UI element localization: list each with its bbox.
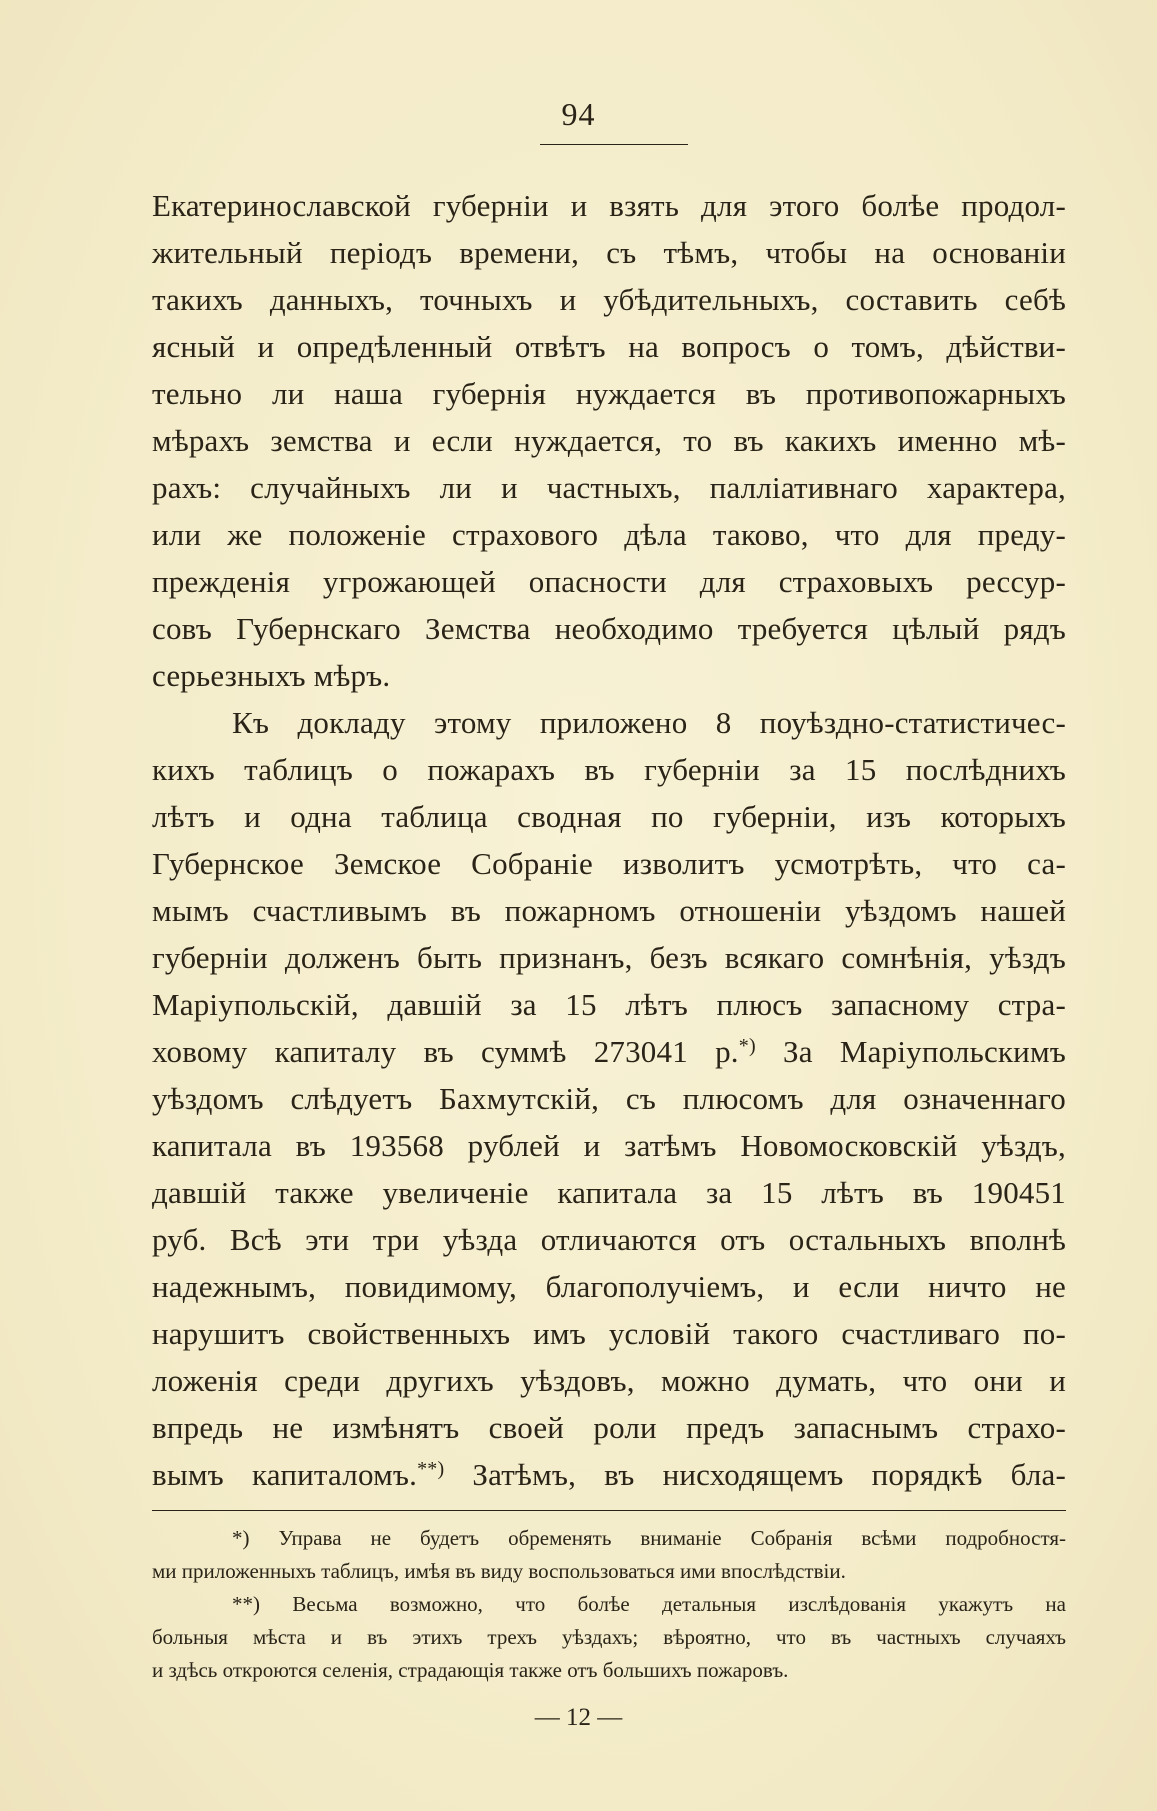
footnote-line: **) Весьма возможно, что болѣе детальныя изслѣдованія укажутъ на	[232, 1592, 1066, 1616]
footnote-line: *) Управа не будетъ обременять вниманіе Собранія всѣми подробностя-	[232, 1526, 1066, 1550]
text-line: серьезныхъ мѣръ.	[152, 658, 391, 693]
footnote-marker-1: *)	[738, 1035, 756, 1057]
text-fragment: ховому капиталу въ суммѣ 273041 р.	[152, 1034, 739, 1069]
text-line: Губернское Земское Собраніе изволитъ усмотрѣть, что са-	[152, 846, 1066, 881]
footnote-line: ми приложенныхъ таблицъ, имѣя въ виду воспользоваться ими впослѣдствіи.	[152, 1559, 846, 1583]
text-line: тельно ли наша губернія нуждается въ противопожарныхъ	[152, 376, 1066, 411]
text-line: впредь не измѣнятъ своей роли предъ запаснымъ страхо-	[152, 1410, 1066, 1445]
text-line: уѣздомъ слѣдуетъ Бахмутскій, съ плюсомъ для означеннаго	[152, 1081, 1066, 1116]
text-fragment: За Маріупольскимъ	[783, 1034, 1066, 1069]
sheet-number: — 12 —	[534, 1704, 623, 1731]
text-line: или же положеніе страхового дѣла таково, что для преду-	[152, 517, 1066, 552]
text-line: ясный и опредѣленный отвѣтъ на вопросъ о томъ, дѣйстви-	[152, 329, 1066, 364]
text-line: Маріупольскій, давшій за 15 лѣтъ плюсъ запасному стра-	[152, 987, 1066, 1022]
text-line: такихъ данныхъ, точныхъ и убѣдительныхъ, составить себѣ	[152, 282, 1066, 317]
text-line: лѣтъ и одна таблица сводная по губерніи, изъ которыхъ	[152, 799, 1066, 834]
text-line: Екатеринославской губерніи и взять для этого болѣе продол-	[152, 188, 1066, 223]
footnote-marker-2: **)	[417, 1458, 445, 1480]
text-line: нарушитъ свойственныхъ имъ условій такого счастливаго по-	[152, 1316, 1066, 1351]
footnote-rule	[152, 1510, 1066, 1511]
header-rule	[540, 144, 688, 145]
text-line-with-footnote	[152, 1451, 1066, 1498]
text-line: рахъ: случайныхъ ли и частныхъ, палліативнаго характера,	[152, 470, 1066, 505]
footnotes	[152, 1522, 1066, 1687]
footnote-line: больныя мѣста и въ этихъ трехъ уѣздахъ; вѣроятно, что въ частныхъ случаяхъ	[152, 1625, 1066, 1649]
text-fragment: вымъ капиталомъ.	[152, 1457, 418, 1492]
text-line: прежденія угрожающей опасности для страховыхъ рессур-	[152, 564, 1066, 599]
text-line: совъ Губернскаго Земства необходимо требуется цѣлый рядъ	[152, 611, 1066, 646]
text-fragment: Затѣмъ, въ нисходящемъ порядкѣ бла-	[472, 1457, 1066, 1492]
page-number: 94	[561, 96, 596, 132]
text-line: ложенія среди другихъ уѣздовъ, можно думать, что они и	[152, 1363, 1066, 1398]
text-line: мымъ счастливымъ въ пожарномъ отношеніи уѣздомъ нашей	[152, 893, 1066, 928]
text-line: надежнымъ, повидимому, благополучіемъ, и если ничто не	[152, 1269, 1066, 1304]
text-line-with-footnote	[152, 1028, 1066, 1075]
text-line: кихъ таблицъ о пожарахъ въ губерніи за 15 послѣднихъ	[152, 752, 1066, 787]
text-line: Къ докладу этому приложено 8 поуѣздно-статистичес-	[232, 705, 1066, 740]
text-line: мѣрахъ земства и если нуждается, то въ какихъ именно мѣ-	[152, 423, 1066, 458]
text-line: давшій также увеличеніе капитала за 15 лѣтъ въ 190451	[152, 1175, 1066, 1210]
text-line: жительный періодъ времени, съ тѣмъ, чтобы на основаніи	[152, 235, 1066, 270]
body-text	[152, 182, 1066, 1498]
text-line: капитала въ 193568 рублей и затѣмъ Новомосковскій уѣздъ,	[152, 1128, 1066, 1163]
footnote-line: и здѣсь откроются селенія, страдающія также отъ большихъ пожаровъ.	[152, 1658, 789, 1682]
text-line: губерніи долженъ быть признанъ, безъ всякаго сомнѣнія, уѣздъ	[152, 940, 1066, 975]
text-line: руб. Всѣ эти три уѣзда отличаются отъ остальныхъ вполнѣ	[152, 1222, 1066, 1257]
